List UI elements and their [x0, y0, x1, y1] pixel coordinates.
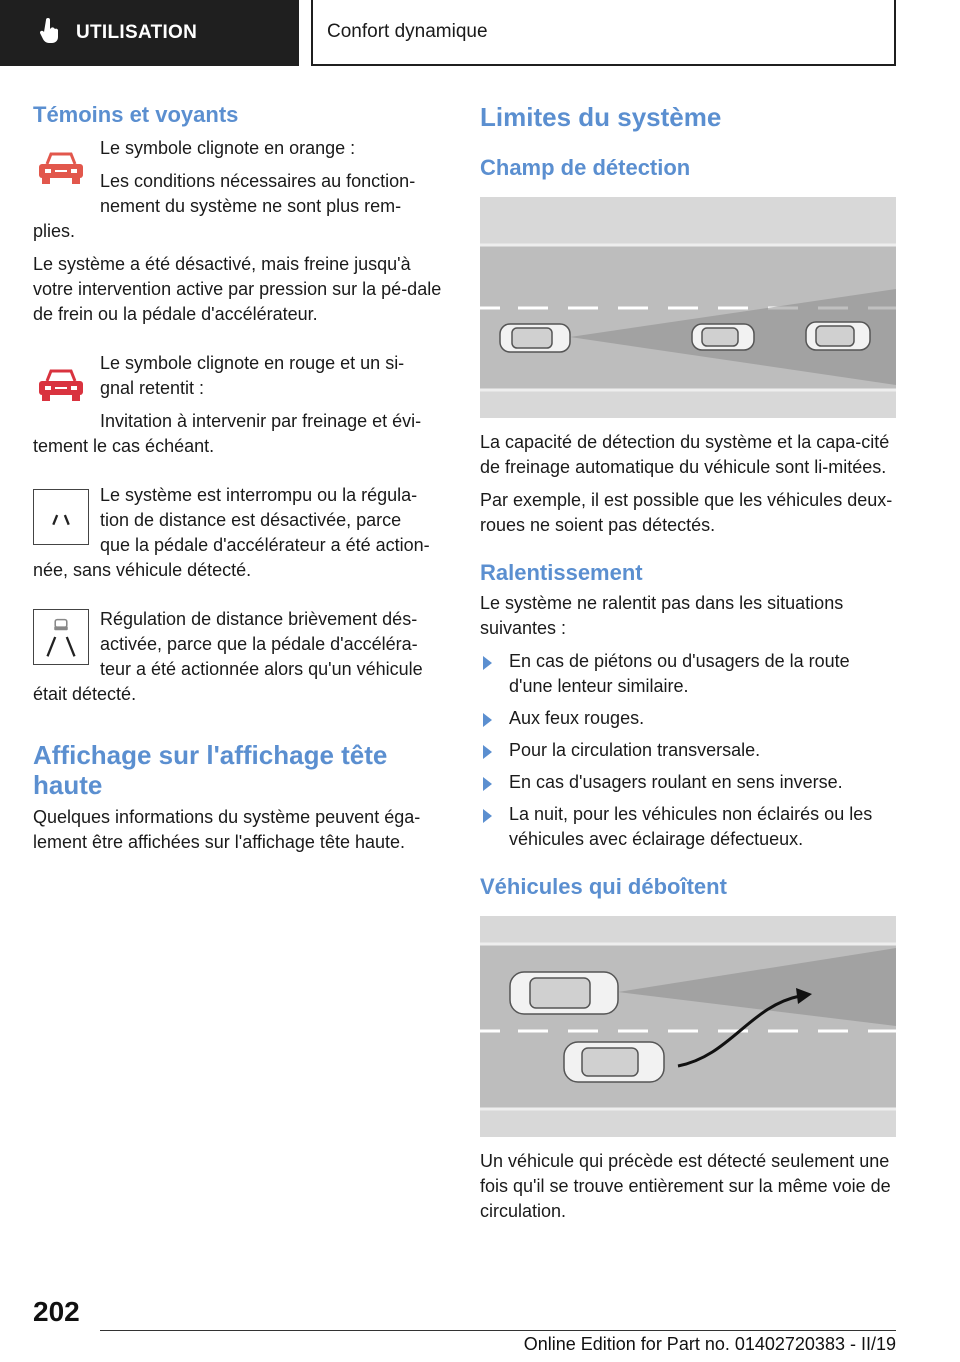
cutin-text: Un véhicule qui précède est détecté seulement une fois qu'il se trouve entièrement sur la même voie de circulation.: [480, 1151, 891, 1222]
indicator-vehicle-detected: [33, 607, 445, 707]
indicator-orange: [33, 136, 445, 244]
slowdown-intro: Le système ne ralentit pas dans les situations suivantes :: [480, 592, 844, 638]
ind3-d: née, sans véhicule détecté.: [33, 560, 252, 581]
ind4-d: était détecté.: [33, 684, 137, 705]
list-item: Pour la circulation transversale.: [480, 738, 896, 763]
ind4-c: teur a été actionnée alors qu'un véhicule: [100, 659, 423, 680]
ind3-c: que la pédale d'accélérateur a été action‐: [100, 535, 430, 556]
left-column: [33, 100, 445, 855]
limits-heading: Limites du système: [480, 102, 722, 132]
list-item: En cas de piétons ou d'usagers de la route d'une lenteur similaire.: [480, 649, 896, 699]
triangle-bullet-icon: [483, 745, 492, 759]
list-item: En cas d'usagers roulant en sens inverse.: [480, 770, 896, 795]
ind1-line2c: plies.: [33, 221, 76, 242]
detection-heading: Champ de détection: [480, 154, 691, 180]
ind1-line2a: Les conditions nécessaires au fonction‐: [100, 171, 416, 192]
list-item: La nuit, pour les véhicules non éclairés ou les véhicules avec éclairage défectueux.: [480, 802, 896, 852]
lane-lines-icon: [33, 489, 89, 545]
cut-in-illustration: [480, 916, 896, 1137]
page-number: 202: [33, 1296, 80, 1327]
hand-pointer-icon: [40, 18, 62, 49]
footer-divider: [100, 1330, 896, 1331]
ind4-a: Régulation de distance brièvement dés‐: [100, 609, 418, 630]
lane-lines-vehicle-icon: [33, 609, 89, 665]
ind1-line2b: nement du système ne sont plus rem‐: [100, 196, 402, 217]
detection-text-2: Par exemple, il est possible que les véhicules deux-roues ne soient pas détectés.: [480, 490, 893, 536]
section-title: UTILISATION: [76, 22, 198, 43]
ind1-line1: Le symbole clignote en orange :: [100, 138, 356, 159]
ind2-line1b: gnal retentit :: [100, 378, 205, 399]
ind2-line2a: Invitation à intervenir par freinage et évi‐: [100, 411, 422, 432]
section-tab: [0, 0, 299, 66]
indicators-heading: Témoins et voyants: [33, 102, 239, 127]
chapter-tab: [311, 0, 896, 66]
car-icon: [500, 324, 570, 352]
ind2-line2b: tement le cas échéant.: [33, 436, 215, 457]
ind4-b: activée, parce que la pédale d'accéléra‐: [100, 634, 418, 655]
triangle-bullet-icon: [483, 809, 492, 823]
hud-heading: Affichage sur l'affichage tête haute: [33, 740, 388, 801]
triangle-bullet-icon: [483, 656, 492, 670]
chapter-title: Confort dynamique: [327, 21, 488, 42]
indicator-interrupted: [33, 483, 445, 583]
detection-text-1: La capacité de détection du système et la capa‐cité de freinage automatique du véhicule sont li‐mitées.: [480, 432, 890, 478]
car-warning-red-icon: [33, 359, 89, 415]
cutin-heading: Véhicules qui déboîtent: [480, 873, 727, 899]
ind3-b: tion de distance est désactivée, parce: [100, 510, 402, 531]
hud-text: Quelques informations du système peuvent éga‐lement être affichées sur l'affichage tête haute.: [33, 807, 421, 853]
slowdown-list: [480, 649, 896, 852]
indicator-red: [33, 351, 445, 459]
slowdown-heading: Ralentissement: [480, 560, 643, 586]
ind2-line1a: Le symbole clignote en rouge et un si‐: [100, 353, 405, 374]
ind1-paragraph: Le système a été désactivé, mais freine jusqu'à votre intervention active par pression sur la pé‐dale de frein ou la pédale d'accélérateur.: [33, 254, 442, 325]
ind3-a: Le système est interrompu ou la régula‐: [100, 485, 418, 506]
triangle-bullet-icon: [483, 713, 492, 727]
car-warning-orange-icon: [33, 142, 89, 198]
right-column: [480, 100, 896, 1224]
list-item: Aux feux rouges.: [480, 706, 896, 731]
triangle-bullet-icon: [483, 777, 492, 791]
edition-note: Online Edition for Part no. 01402720383 - II/19: [523, 1334, 896, 1354]
detection-range-illustration: [480, 197, 896, 418]
